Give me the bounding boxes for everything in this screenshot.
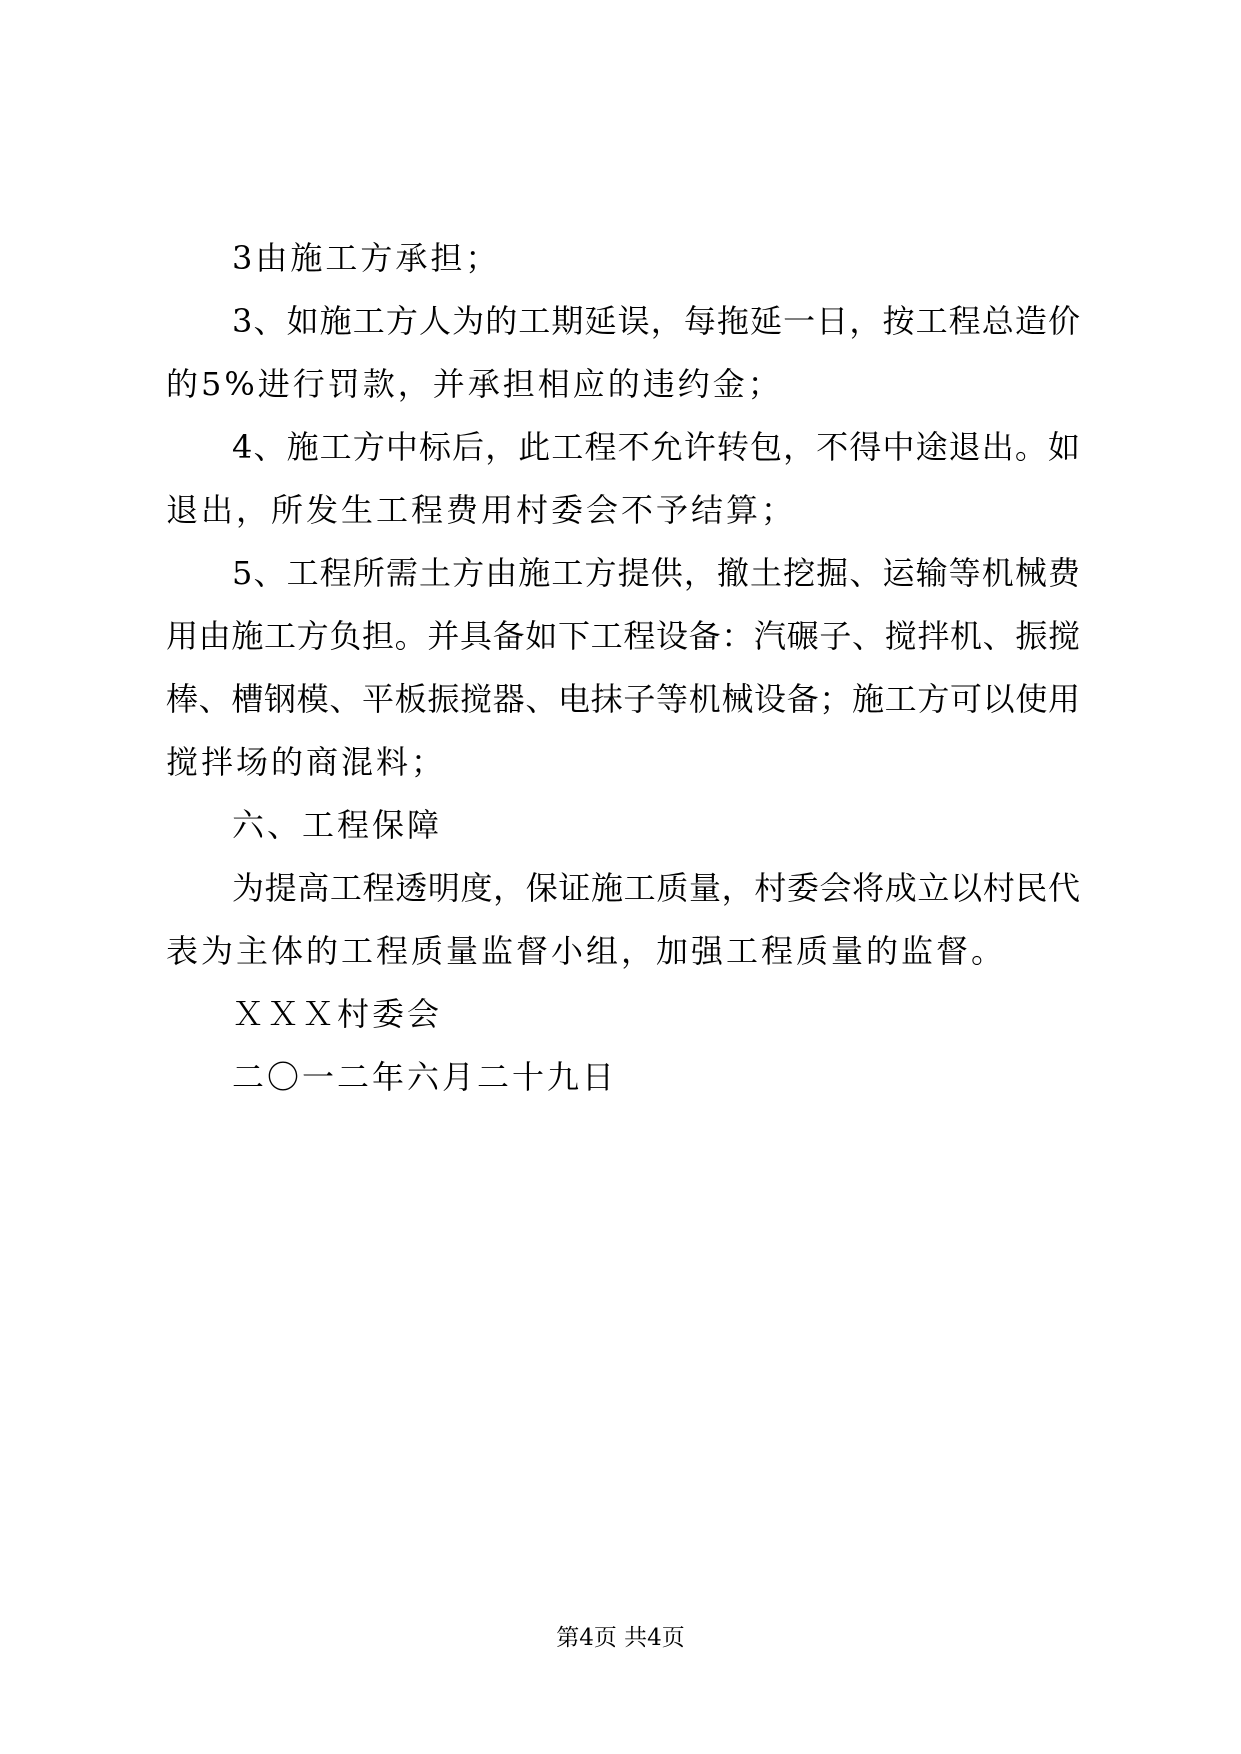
signature-date: 二〇一二年六月二十九日 bbox=[232, 1058, 618, 1096]
clause-4-line-1: 4、施工方中标后，此工程不允许转包，不得中途退出。如 bbox=[232, 428, 1080, 466]
signature-organization: ＸＸＸ村委会 bbox=[232, 995, 443, 1033]
page-footer bbox=[0, 1624, 1241, 1652]
clause-4-line-2: 退出，所发生工程费用村委会不予结算； bbox=[166, 491, 797, 529]
clause-5-line-1: 5、工程所需土方由施工方提供，撤土挖掘、运输等机械费 bbox=[232, 554, 1080, 592]
clause-3-line-1: 3、如施工方人为的工期延误，每拖延一日，按工程总造价 bbox=[232, 302, 1080, 340]
page-number-label: 第4页 共4页 bbox=[556, 1625, 685, 1651]
clause-5-line-2: 用由施工方负担。并具备如下工程设备：汽碾子、搅拌机、振搅 bbox=[166, 617, 1080, 655]
section-heading: 六、工程保障 bbox=[232, 806, 443, 844]
section-paragraph-line-1: 为提高工程透明度，保证施工质量，村委会将成立以村民代 bbox=[232, 869, 1080, 907]
section-paragraph-line-2: 表为主体的工程质量监督小组，加强工程质量的监督。 bbox=[166, 932, 1007, 970]
clause-5-line-3: 棒、槽钢模、平板振搅器、电抹子等机械设备；施工方可以使用 bbox=[166, 680, 1080, 718]
clause-5-line-4: 搅拌场的商混料； bbox=[166, 743, 447, 781]
clause-3-line-2: 的5%进行罚款，并承担相应的违约金； bbox=[166, 365, 783, 403]
body-text-line: 3由施工方承担； bbox=[232, 239, 501, 277]
